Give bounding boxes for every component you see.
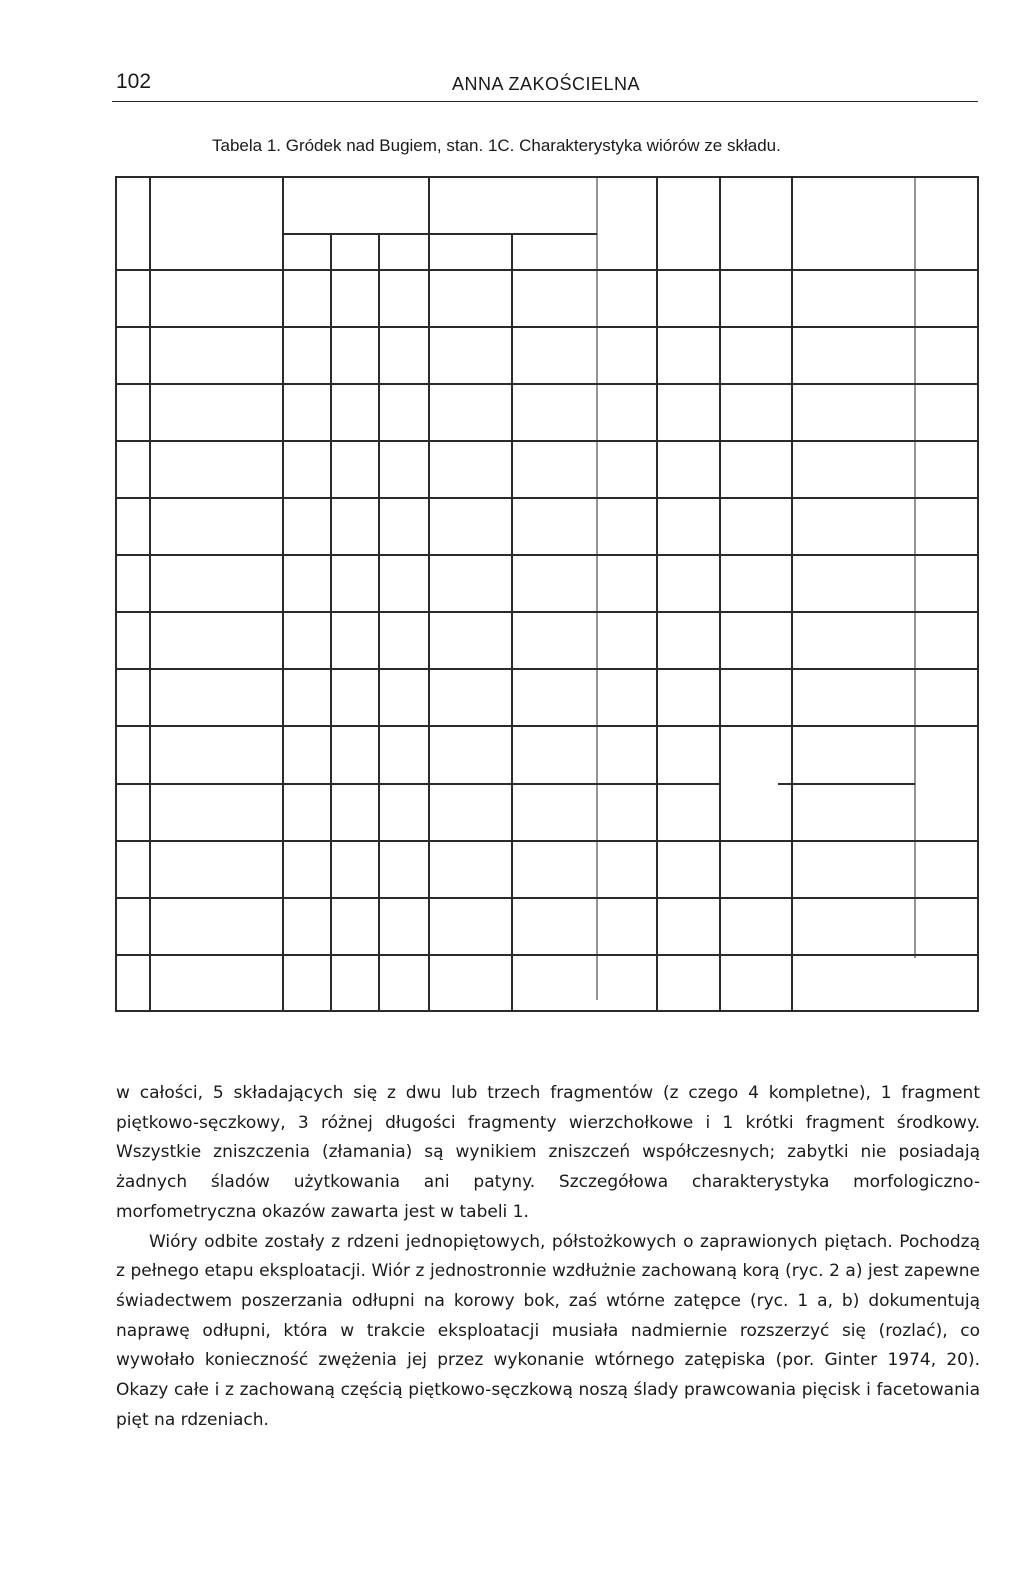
page-number: 102: [116, 70, 152, 93]
paragraph: w całości, 5 składających się z dwu lub trzech fragmentów (z czego 4 kompletne), 1 fragment piętkowo-sęczkowy, 3 różnej długości fragmenty wierzchołkowe i 1 krótki fragment środkowy. Wszystkie zniszczenia (złamania) są wynikiem zniszczeń współczesnych; zabytki nie posiadają żadnych śladów użytkowania ani patyny. Szczegółowa charakterystyka morfologiczno-morfometryczna okazów zawarta jest w tabeli 1.: [116, 1083, 980, 1222]
paragraph: Wióry odbite zostały z rdzeni jednopiętowych, półstożkowych o zaprawionych piętach. Pochodzą z pełnego etapu eksploatacji. Wiór z jednostronnie wzdłużnie zachowaną korą (ryc. 2 a) jest zapewne świadectwem poszerzania odłupni na korowy bok, zaś wtórne zatępce (ryc. 1 a, b) dokumentują naprawę odłupni, która w trakcie eksploatacji musiała nadmiernie rozszerzyć się (rozlać), co wywołało konieczność zwężenia jej przez wykonanie wtórnego zatępiska (por. Ginter 1974, 20). Okazy całe i z zachowaną częścią piętkowo-sęczkową noszą ślady prawcowania pięcisk i facetowania pięt na rdzeniach.: [116, 1231, 980, 1430]
body-text: [116, 1079, 980, 1435]
table-border: [116, 177, 978, 1011]
table-caption: Tabela 1. Gródek nad Bugiem, stan. 1C. Charakterystyka wiórów ze składu.: [212, 136, 781, 155]
running-header: ANNA ZAKOŚCIELNA: [452, 74, 641, 94]
